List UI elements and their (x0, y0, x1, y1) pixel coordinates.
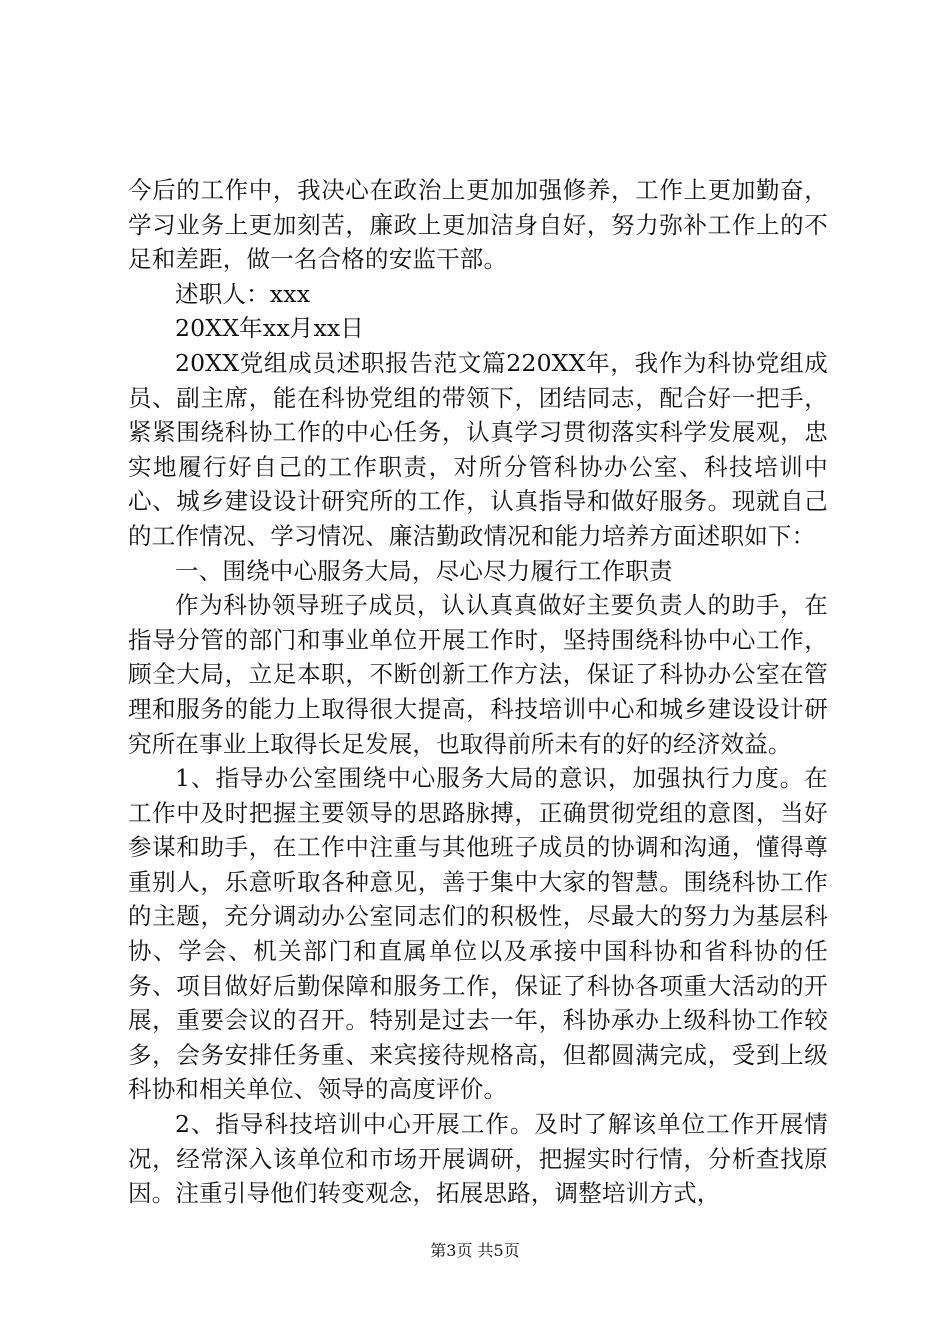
paragraph-closing-remarks: 今后的工作中，我决心在政治上更加加强修养，工作上更加勤奋，学习业务上更加刻苦，廉政上更加洁身自好，努力弥补工作上的不足和差距，做一名合格的安监干部。 (128, 176, 828, 274)
paragraph-section-1-body: 作为科协领导班子成员，认认真真做好主要负责人的助手，在指导分管的部门和事业单位开展工作时，坚持围绕科协中心工作，顾全大局，立足本职，不断创新工作方法，保证了科协办公室在管理和服务的能力上取得很大提高，科技培训中心和城乡建设设计研究所在事业上取得长足发展，也取得前所未有的好的经济效益。 (128, 591, 828, 758)
paragraph-report-intro: 20XX党组成员述职报告范文篇220XX年，我作为科协党组成员、副主席，能在科协党组的带领下，团结同志，配合好一把手，紧紧围绕科协工作的中心任务，认真学习贯彻落实科学发展观，忠实地履行好自己的工作职责，对所分管科协办公室、科技培训中心、城乡建设设计研究所的工作，认真指导和做好服务。现就自己的工作情况、学习情况、廉洁勤政情况和能力培养方面述职如下： (128, 348, 828, 550)
section-heading-1: 一、围绕中心服务大局，尽心尽力履行工作职责 (175, 556, 673, 585)
paragraph-item-2: 2、指导科技培训中心开展工作。及时了解该单位工作开展情况，经常深入该单位和市场开展调研，把握实时行情，分析查找原因。注重引导他们转变观念，拓展思路，调整培训方式， (128, 1110, 828, 1208)
paragraph-date: 20XX年xx月xx日 (175, 314, 365, 343)
document-body (128, 173, 828, 1211)
paragraph-item-1: 1、指导办公室围绕中心服务大局的意识，加强执行力度。在工作中及时把握主要领导的思路脉搏，正确贯彻党组的意图，当好参谋和助手，在工作中注重与其他班子成员的协调和沟通，懂得尊重别人，乐意听取各种意见，善于集中大家的智慧。围绕科协工作的主题，充分调动办公室同志们的积极性，尽最大的努力为基层科协、学会、机关部门和直属单位以及承接中国科协和省科协的任务、项目做好后勤保障和服务工作，保证了科协各项重大活动的开展，重要会议的召开。特别是过去一年，科协承办上级科协工作较多，会务安排任务重、来宾接待规格高，但都圆满完成，受到上级科协和相关单位、领导的高度评价。 (128, 764, 828, 1104)
paragraph-signature: 述职人：xxx (175, 279, 311, 308)
page-number-footer: 第3页 共5页 (430, 1241, 520, 1260)
